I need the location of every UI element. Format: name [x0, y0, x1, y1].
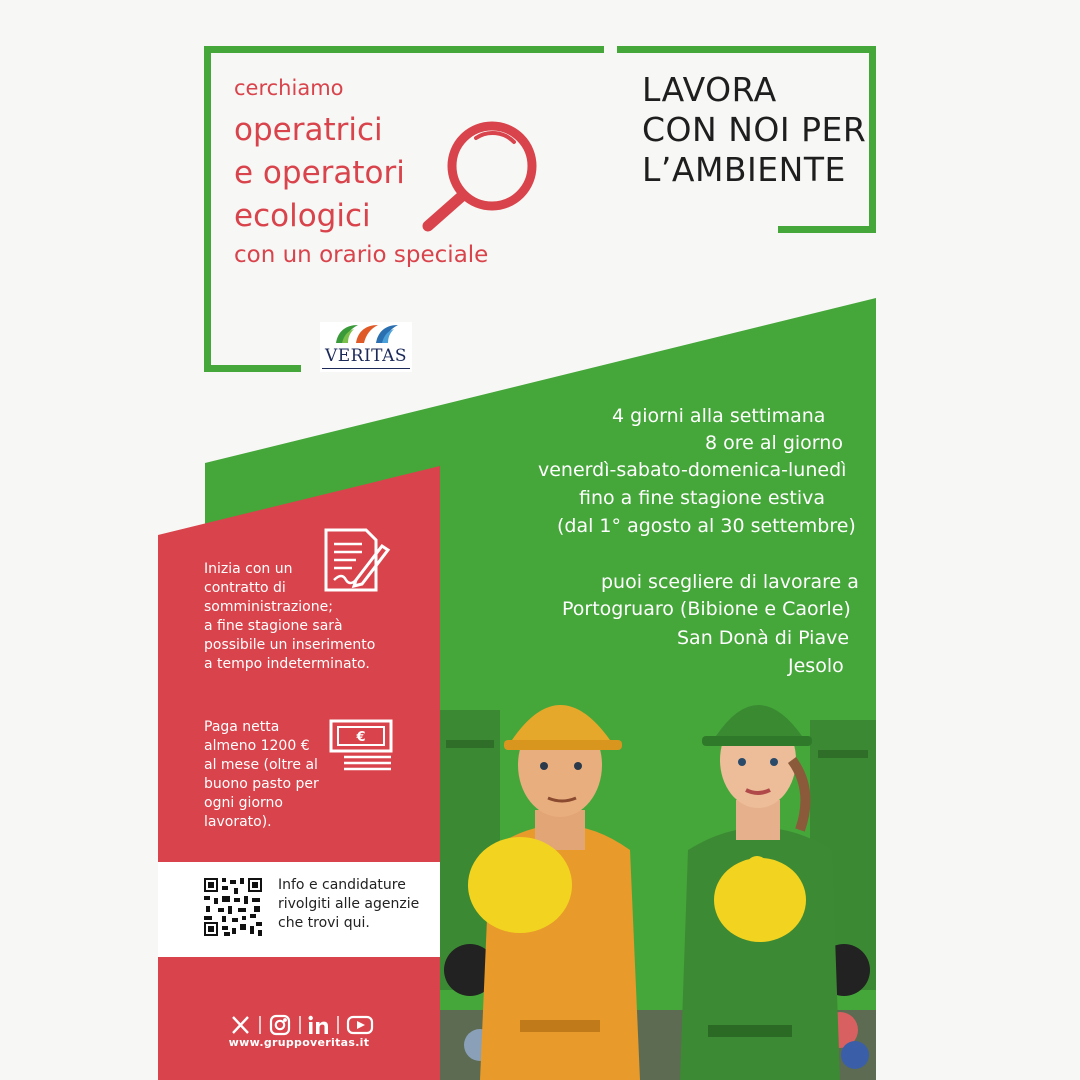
role-line-2: e operatori: [234, 155, 405, 191]
schedule-period: (dal 1° agosto al 30 settembre): [557, 515, 856, 537]
magnifier-icon: [418, 112, 548, 234]
contract-line: Inizia con un: [204, 561, 293, 577]
info-line: che trovi qui.: [278, 915, 370, 931]
workers-illustration: [440, 680, 876, 1080]
info-line: Info e candidature: [278, 877, 406, 893]
contract-line: a fine stagione sarà: [204, 618, 343, 634]
linkedin-icon[interactable]: [309, 1016, 329, 1034]
info-line: rivolgiti alle agenzie: [278, 896, 420, 912]
social-icons: [230, 1012, 380, 1038]
headline-line-3: L’AMBIENTE: [642, 150, 846, 189]
contract-line: contratto di: [204, 580, 286, 596]
schedule-days: venerdì-sabato-domenica-lunedì: [538, 459, 847, 481]
contract-line: somministrazione;: [204, 599, 333, 615]
qr-code[interactable]: [202, 876, 264, 938]
frame-bottom: [204, 365, 301, 372]
locations-intro: puoi scegliere di lavorare a: [601, 571, 859, 593]
pay-line: buono pasto per: [204, 776, 319, 792]
schedule-hours-per-day: 8 ore al giorno: [705, 432, 843, 454]
logo-wordmark: VERITAS: [324, 346, 408, 366]
frame-left: [204, 46, 211, 372]
contract-text: [204, 560, 384, 674]
cerchiamo-text: cerchiamo: [234, 76, 344, 100]
frame-top-right: [617, 46, 876, 53]
svg-text:€: €: [356, 730, 366, 745]
role-line-1: operatrici: [234, 112, 383, 148]
headline-line-2: CON NOI PER: [642, 110, 867, 149]
pay-line: al mese (oltre al: [204, 757, 318, 773]
info-text: [278, 876, 428, 933]
schedule-note: con un orario speciale: [234, 242, 489, 268]
schedule-season: fino a fine stagione estiva: [579, 487, 826, 509]
schedule-days-per-week: 4 giorni alla settimana: [612, 405, 826, 427]
pay-line: ogni giorno lavorato).: [204, 795, 283, 830]
role-line-3: ecologici: [234, 198, 371, 234]
frame-right-foot: [778, 226, 876, 233]
pay-line: almeno 1200 €: [204, 738, 310, 754]
frame-top-left: [204, 46, 604, 53]
headline-line-1: LAVORA: [642, 70, 777, 109]
contract-line: possibile un inserimento: [204, 637, 376, 653]
location-jesolo: Jesolo: [788, 655, 844, 677]
logo-mark-icon: [334, 323, 406, 345]
location-portogruaro: Portogruaro (Bibione e Caorle): [562, 598, 851, 620]
pay-text: [204, 718, 354, 832]
pay-line: Paga netta: [204, 719, 280, 735]
headline: [642, 70, 882, 190]
contract-line: a tempo indeterminato.: [204, 656, 370, 672]
x-icon[interactable]: [233, 1017, 248, 1033]
location-san-dona: San Donà di Piave: [677, 627, 850, 649]
logo-underline: [322, 368, 410, 369]
instagram-icon[interactable]: [271, 1016, 289, 1034]
youtube-icon[interactable]: [348, 1017, 372, 1033]
website-link[interactable]: www.gruppoveritas.it: [228, 1036, 370, 1049]
